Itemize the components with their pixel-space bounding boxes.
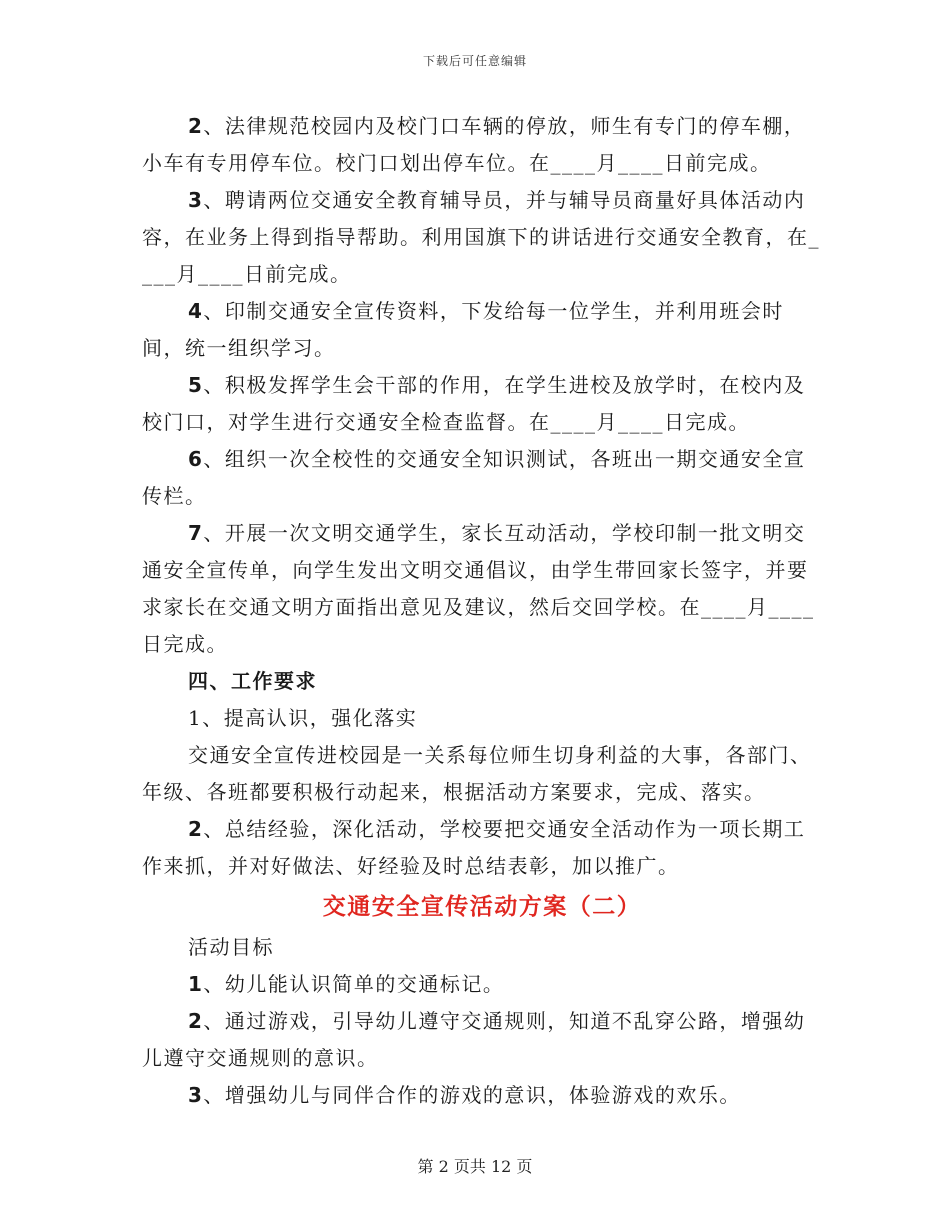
page-footer-number: 第 2 页共 12 页 (417, 1157, 533, 1176)
item-number: 3 (188, 1083, 204, 1107)
item-text: 、增强幼儿与同伴合作的游戏的意识，体验游戏的欢乐。 (203, 1083, 741, 1107)
item-text: 、法律规范校园内及校门口车辆的停放，师生有专门的停车棚，小车有专用停车位。校门口划出停车位。在____月____日前完成。 (142, 114, 806, 175)
document-title: 交通安全宣传活动方案（二） (322, 893, 642, 920)
list-item (142, 108, 822, 182)
list-item (142, 515, 822, 663)
list-item (142, 1077, 822, 1114)
item-text: 、聘请两位交通安全教育辅导员，并与辅导员商量好具体活动内容，在业务上得到指导帮助。利用国旗下的讲话进行交通安全教育，在____月____日前完成。 (142, 188, 820, 286)
list-item (142, 367, 822, 441)
item-text: 、总结经验，深化活动，学校要把交通安全活动作为一项长期工作来抓，并对好做法、好经验及时总结表彰，加以推广。 (142, 817, 806, 878)
item-number: 2 (188, 114, 204, 138)
list-item (142, 811, 822, 885)
item-number: 5 (188, 373, 204, 397)
paragraph: 交通安全宣传进校园是一关系每位师生切身利益的大事，各部门、年级、各班都要积极行动起来，根据活动方案要求，完成、落实。 (142, 743, 812, 804)
list-item (142, 966, 822, 1003)
item-text: 、印制交通安全宣传资料，下发给每一位学生，并利用班会时间，统一组织学习。 (142, 299, 784, 360)
item-number: 1 (188, 972, 204, 996)
item-text: 、积极发挥学生会干部的作用，在学生进校及放学时，在校内及校门口，对学生进行交通安全检查监督。在____月____日完成。 (142, 373, 806, 434)
list-item (142, 293, 822, 367)
item-number: 6 (188, 447, 204, 471)
item-number: 7 (188, 521, 204, 545)
item-text: 、通过游戏，引导幼儿遵守交通规则，知道不乱穿公路，增强幼儿遵守交通规则的意识。 (142, 1009, 806, 1070)
item-text: 、组织一次全校性的交通安全知识测试，各班出一期交通安全宣传栏。 (142, 447, 806, 508)
subsection-heading: 1、提高认识，强化落实 (188, 706, 418, 730)
item-number: 2 (188, 817, 204, 841)
document-body (142, 108, 822, 1114)
list-item (142, 1003, 822, 1077)
item-text: 、幼儿能认识简单的交通标记。 (203, 972, 505, 996)
section-heading-work-requirements: 四、工作要求 (188, 669, 317, 693)
item-text: 、开展一次文明交通学生，家长互动活动，学校印制一批文明交通安全宣传单，向学生发出文明交通倡议，由学生带回家长签字，并要求家长在交通文明方面指出意见及建议，然后交回学校。在____月____日完成。 (142, 521, 815, 656)
list-item (142, 182, 822, 293)
item-number: 2 (188, 1009, 204, 1033)
subsection-heading: 活动目标 (188, 935, 274, 959)
list-item (142, 441, 822, 515)
page-header-note: 下载后可任意编辑 (422, 54, 527, 68)
item-number: 4 (188, 299, 204, 323)
item-number: 3 (188, 188, 204, 212)
